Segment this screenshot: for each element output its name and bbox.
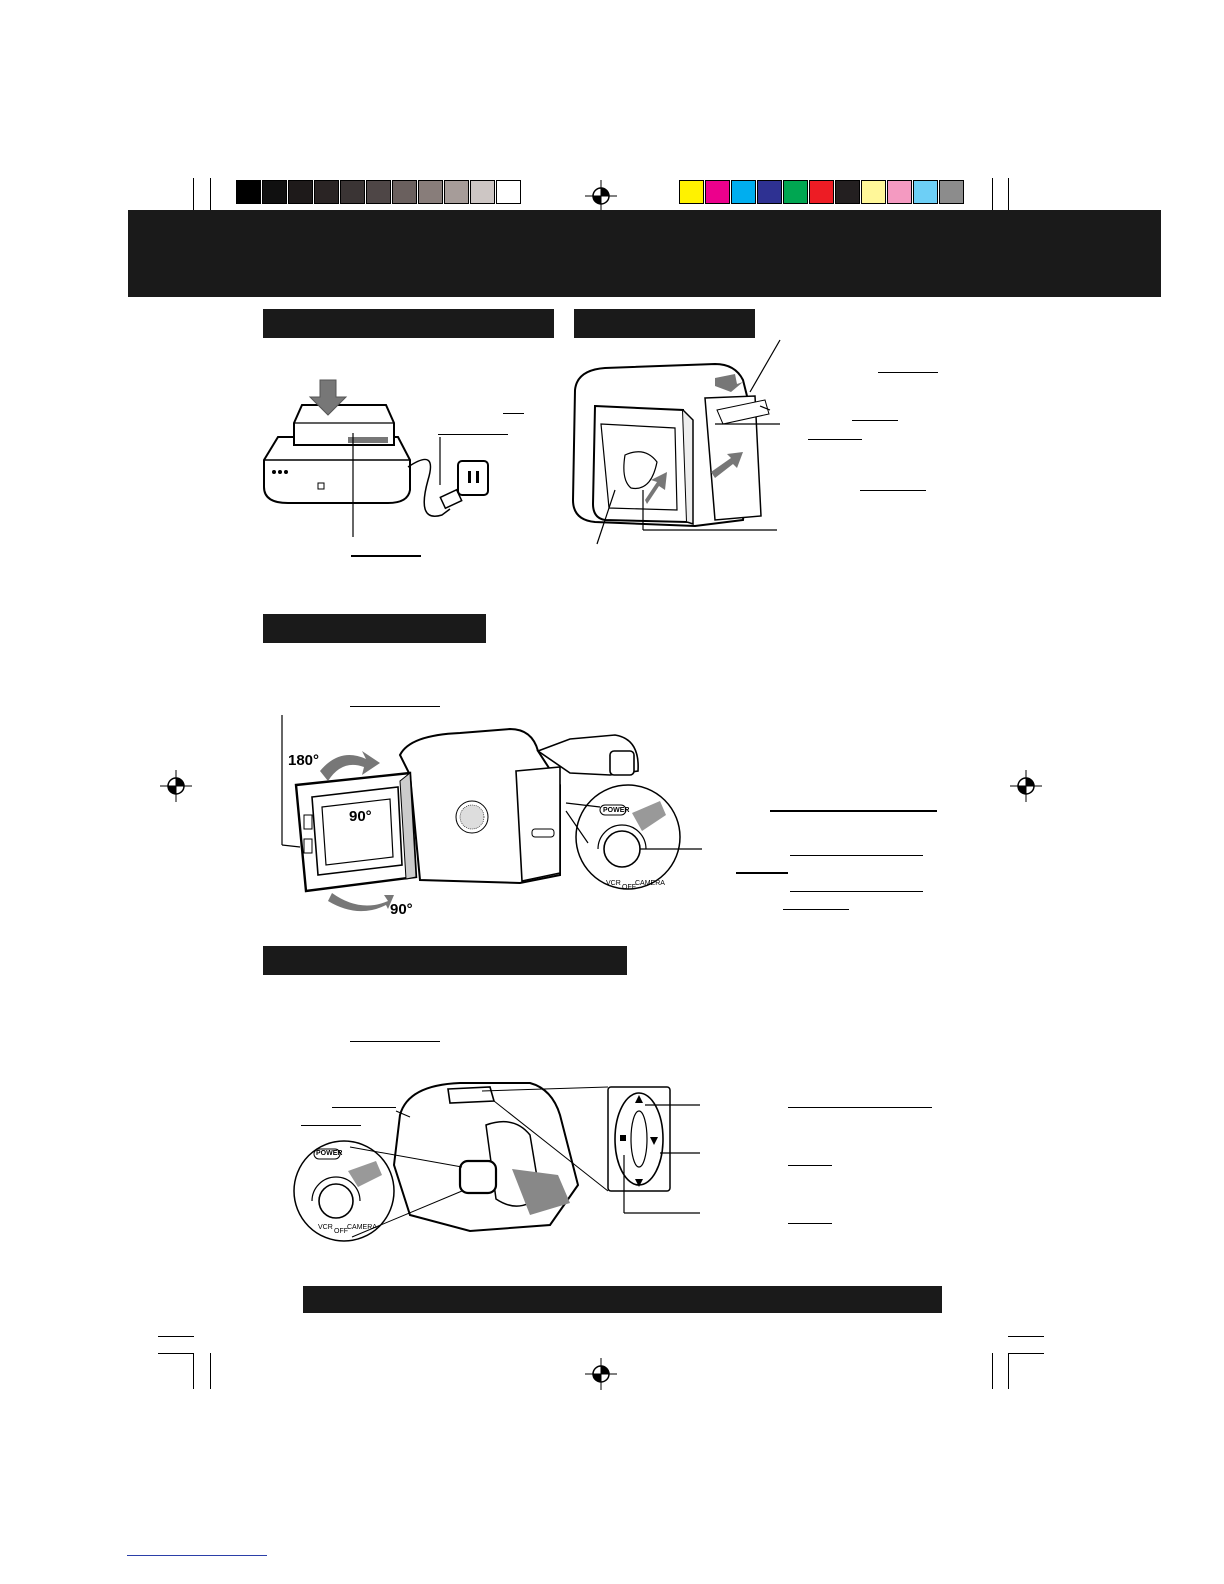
power-dial-badge: POWER (603, 807, 630, 814)
power-dial-off-label: OFF (334, 1228, 348, 1235)
label-underline (332, 1107, 396, 1108)
label-underline (788, 1107, 932, 1108)
calibration-swatch (679, 180, 704, 204)
calibration-swatch (236, 180, 261, 204)
power-dial-badge: POWER (316, 1150, 343, 1157)
label-underline (788, 1223, 832, 1224)
calibration-swatch (757, 180, 782, 204)
label-underline (351, 555, 421, 557)
label-underline (878, 372, 938, 373)
calibration-swatch (262, 180, 287, 204)
angle-label-90-bottom: 90° (390, 901, 413, 918)
battery-charger-illustration (258, 375, 498, 555)
calibration-swatch (340, 180, 365, 204)
angle-label-90-screen: 90° (349, 808, 372, 825)
section-heading-bar-3 (263, 614, 486, 643)
label-underline (736, 872, 788, 874)
calibration-swatch (939, 180, 964, 204)
section-heading-bar-2 (574, 309, 755, 338)
label-underline (301, 1125, 361, 1126)
registration-target-top (585, 180, 617, 212)
page-header-band (128, 210, 1161, 297)
label-underline (788, 1165, 832, 1166)
label-underline (808, 439, 862, 440)
calibration-swatch (835, 180, 860, 204)
section-heading-bar-1 (263, 309, 554, 338)
calibration-swatch (809, 180, 834, 204)
calibration-swatch (314, 180, 339, 204)
registration-target-bottom (585, 1358, 617, 1390)
calibration-swatch (288, 180, 313, 204)
label-underline (790, 891, 923, 892)
power-dial-vcr-label: VCR (606, 880, 621, 887)
power-dial-camera-label: CAMERA (347, 1224, 377, 1231)
calibration-swatch (366, 180, 391, 204)
calibration-swatch (913, 180, 938, 204)
label-underline (350, 706, 440, 707)
label-underline (350, 1041, 440, 1042)
power-dial-off-label: OFF (622, 884, 636, 891)
label-underline (503, 413, 524, 414)
label-underline (790, 855, 923, 856)
label-underline (438, 434, 508, 435)
section-heading-bar-4 (263, 946, 627, 975)
calibration-swatch (392, 180, 417, 204)
calibration-swatch (861, 180, 886, 204)
label-underline (852, 420, 898, 421)
calibration-swatch (705, 180, 730, 204)
battery-install-illustration (565, 340, 785, 550)
label-underline (783, 909, 849, 910)
calibration-swatch (783, 180, 808, 204)
registration-target-right (1010, 770, 1042, 802)
vcr-controls-illustration (290, 1075, 710, 1245)
label-underline (860, 490, 926, 491)
page-footer-bar (303, 1286, 942, 1313)
registration-target-left (160, 770, 192, 802)
angle-label-180: 180° (288, 752, 320, 769)
power-dial-camera-label: CAMERA (635, 880, 665, 887)
calibration-swatch (887, 180, 912, 204)
footer-link-underline (127, 1555, 267, 1556)
power-dial-vcr-label: VCR (318, 1224, 333, 1231)
calibration-swatch (470, 180, 495, 204)
lcd-monitor-illustration (270, 715, 710, 925)
calibration-swatch (444, 180, 469, 204)
calibration-swatch (731, 180, 756, 204)
calibration-swatch (496, 180, 521, 204)
label-underline (770, 810, 937, 812)
calibration-swatch (418, 180, 443, 204)
